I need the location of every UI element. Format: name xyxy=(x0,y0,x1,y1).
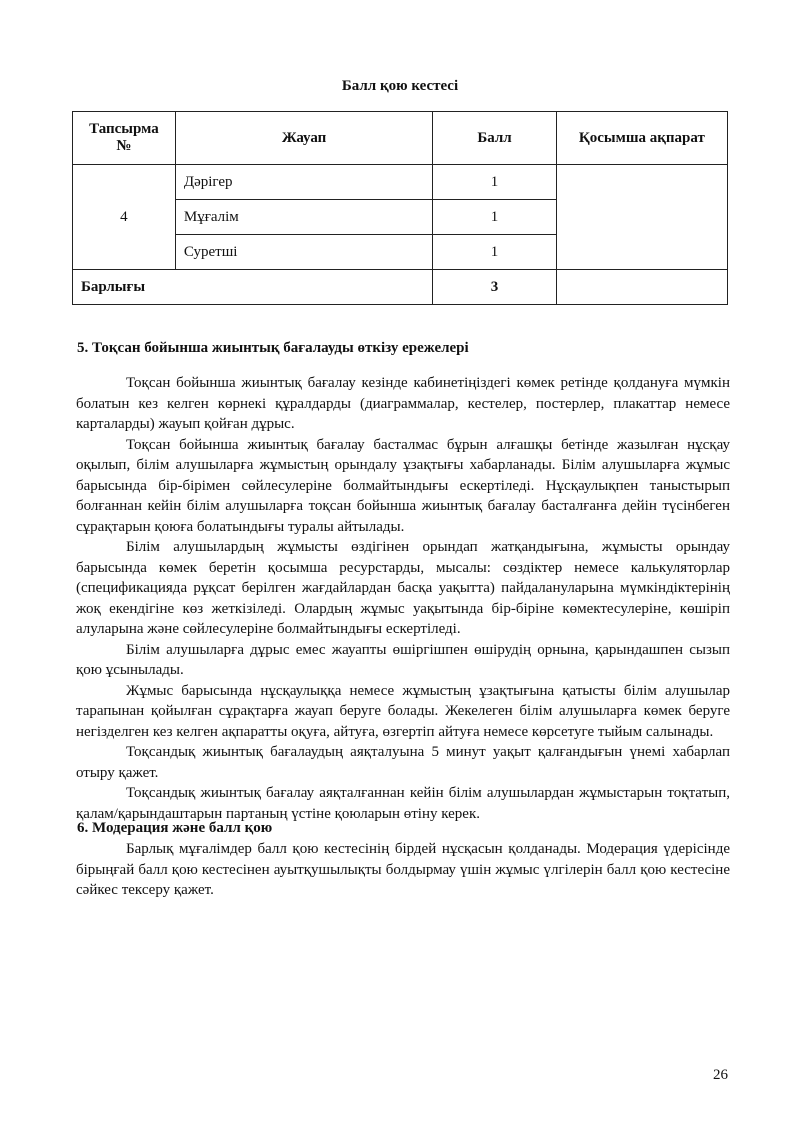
score-cell: 1 xyxy=(433,235,556,270)
header-answer: Жауап xyxy=(175,112,432,165)
paragraph: Тоқсандық жиынтық бағалау аяқталғаннан кейін білім алушылардан жұмыстарын тоқтатып, қалам/қарындаштарын партаның үстіне қоюларын өтіну керек. xyxy=(76,785,730,822)
header-task-number: Тапсырма № xyxy=(73,112,176,165)
total-label: Барлығы xyxy=(73,270,433,305)
additional-info-cell xyxy=(556,165,727,270)
total-row xyxy=(73,270,728,305)
total-info-cell xyxy=(556,270,727,305)
page-number: 26 xyxy=(713,1067,728,1083)
score-cell: 1 xyxy=(433,200,556,235)
table-title: Балл қою кестесі xyxy=(341,78,459,94)
table-row xyxy=(73,165,728,200)
paragraph: Білім алушылардың жұмысты өздігінен орындап жатқандығына, жұмысты орындау барысында көмек беретін қосымша ресурстарды, мысалы: сөздіктер немесе калькуляторлар (спецификацияда рұқсат берілген жағдайлардан басқа уақытта) пайдалануларына мүмкіндіктерінің жоқ екендігіне көз жеткізіледі. Олардың жұмыс уақытында бір-біріне көмектесулеріне, көшіріп алуларына және сөйлесулеріне болмайтындығы ескертіледі. xyxy=(76,539,730,637)
paragraph: Білім алушыларға дұрыс емес жауапты өшіргішпен өшірудің орнына, қарындашпен сызып қою ұсынылады. xyxy=(76,641,730,678)
section-5-body xyxy=(76,373,730,824)
paragraph: Тоқсан бойынша жиынтық бағалау кезінде кабинетіңіздегі көмек ретінде қолдануға мүмкін болатын кез келген көрнекі құралдарды (диаграммалар, кестелер, постерлер, плакаттар немесе карталарды) жауып қойған дұрыс. xyxy=(76,375,730,432)
answer-cell: Суретші xyxy=(175,235,432,270)
answer-cell: Дәрігер xyxy=(175,165,432,200)
header-additional-info: Қосымша ақпарат xyxy=(556,112,727,165)
score-cell: 1 xyxy=(433,165,556,200)
table-header-row xyxy=(73,112,728,165)
header-score: Балл xyxy=(433,112,556,165)
score-table xyxy=(72,111,728,305)
paragraph: Тоқсандық жиынтық бағалаудың аяқталуына 5 минут уақыт қалғандығын үнемі хабарлап отыру қажет. xyxy=(76,744,730,781)
paragraph: Тоқсан бойынша жиынтық бағалау басталмас бұрын алғашқы бетінде жазылған нұсқау оқылып, білім алушыларға жұмыстың орындалу ұзақтығы хабарланады. Білім алушыларға жұмыс барысында бір-бірімен сөйлесулеріне болмайтындығы ескертіледі. Нұсқаулықпен таныстырып болғаннан кейін білім алушыларға тоқсан бойынша жиынтық бағалау басталғанға дейін түсінбеген сұрақтарын қоюға болатындығы туралы айтылады. xyxy=(76,436,730,535)
section-5-heading: 5. Тоқсан бойынша жиынтық бағалауды өткізу ережелері xyxy=(77,340,469,356)
section-6-heading: 6. Модерация және балл қою xyxy=(77,820,273,836)
section-6-body xyxy=(76,839,730,901)
total-score: 3 xyxy=(433,270,556,305)
answer-cell: Мұғалім xyxy=(175,200,432,235)
task-number-cell: 4 xyxy=(73,165,176,270)
paragraph: Жұмыс барысында нұсқаулыққа немесе жұмыстың ұзақтығына қатысты білім алушылар тарапынан қойылған сұрақтарға жауап беруге болады. Жекелеген білім алушыларға көмек беруге негізделген кез келген ақпаратты оқуға, айтуға, өзгертіп айтуға немесе көрсетуге тыйым салынады. xyxy=(76,682,730,740)
paragraph: Барлық мұғалімдер балл қою кестесінің бірдей нұсқасын қолданады. Модерация үдерісінде бірыңғай балл қою кестесінен ауытқушылықты болдырмау үшін жұмыс үлгілерін балл қою кестесіне сәйкес тексеру қажет. xyxy=(76,841,730,898)
